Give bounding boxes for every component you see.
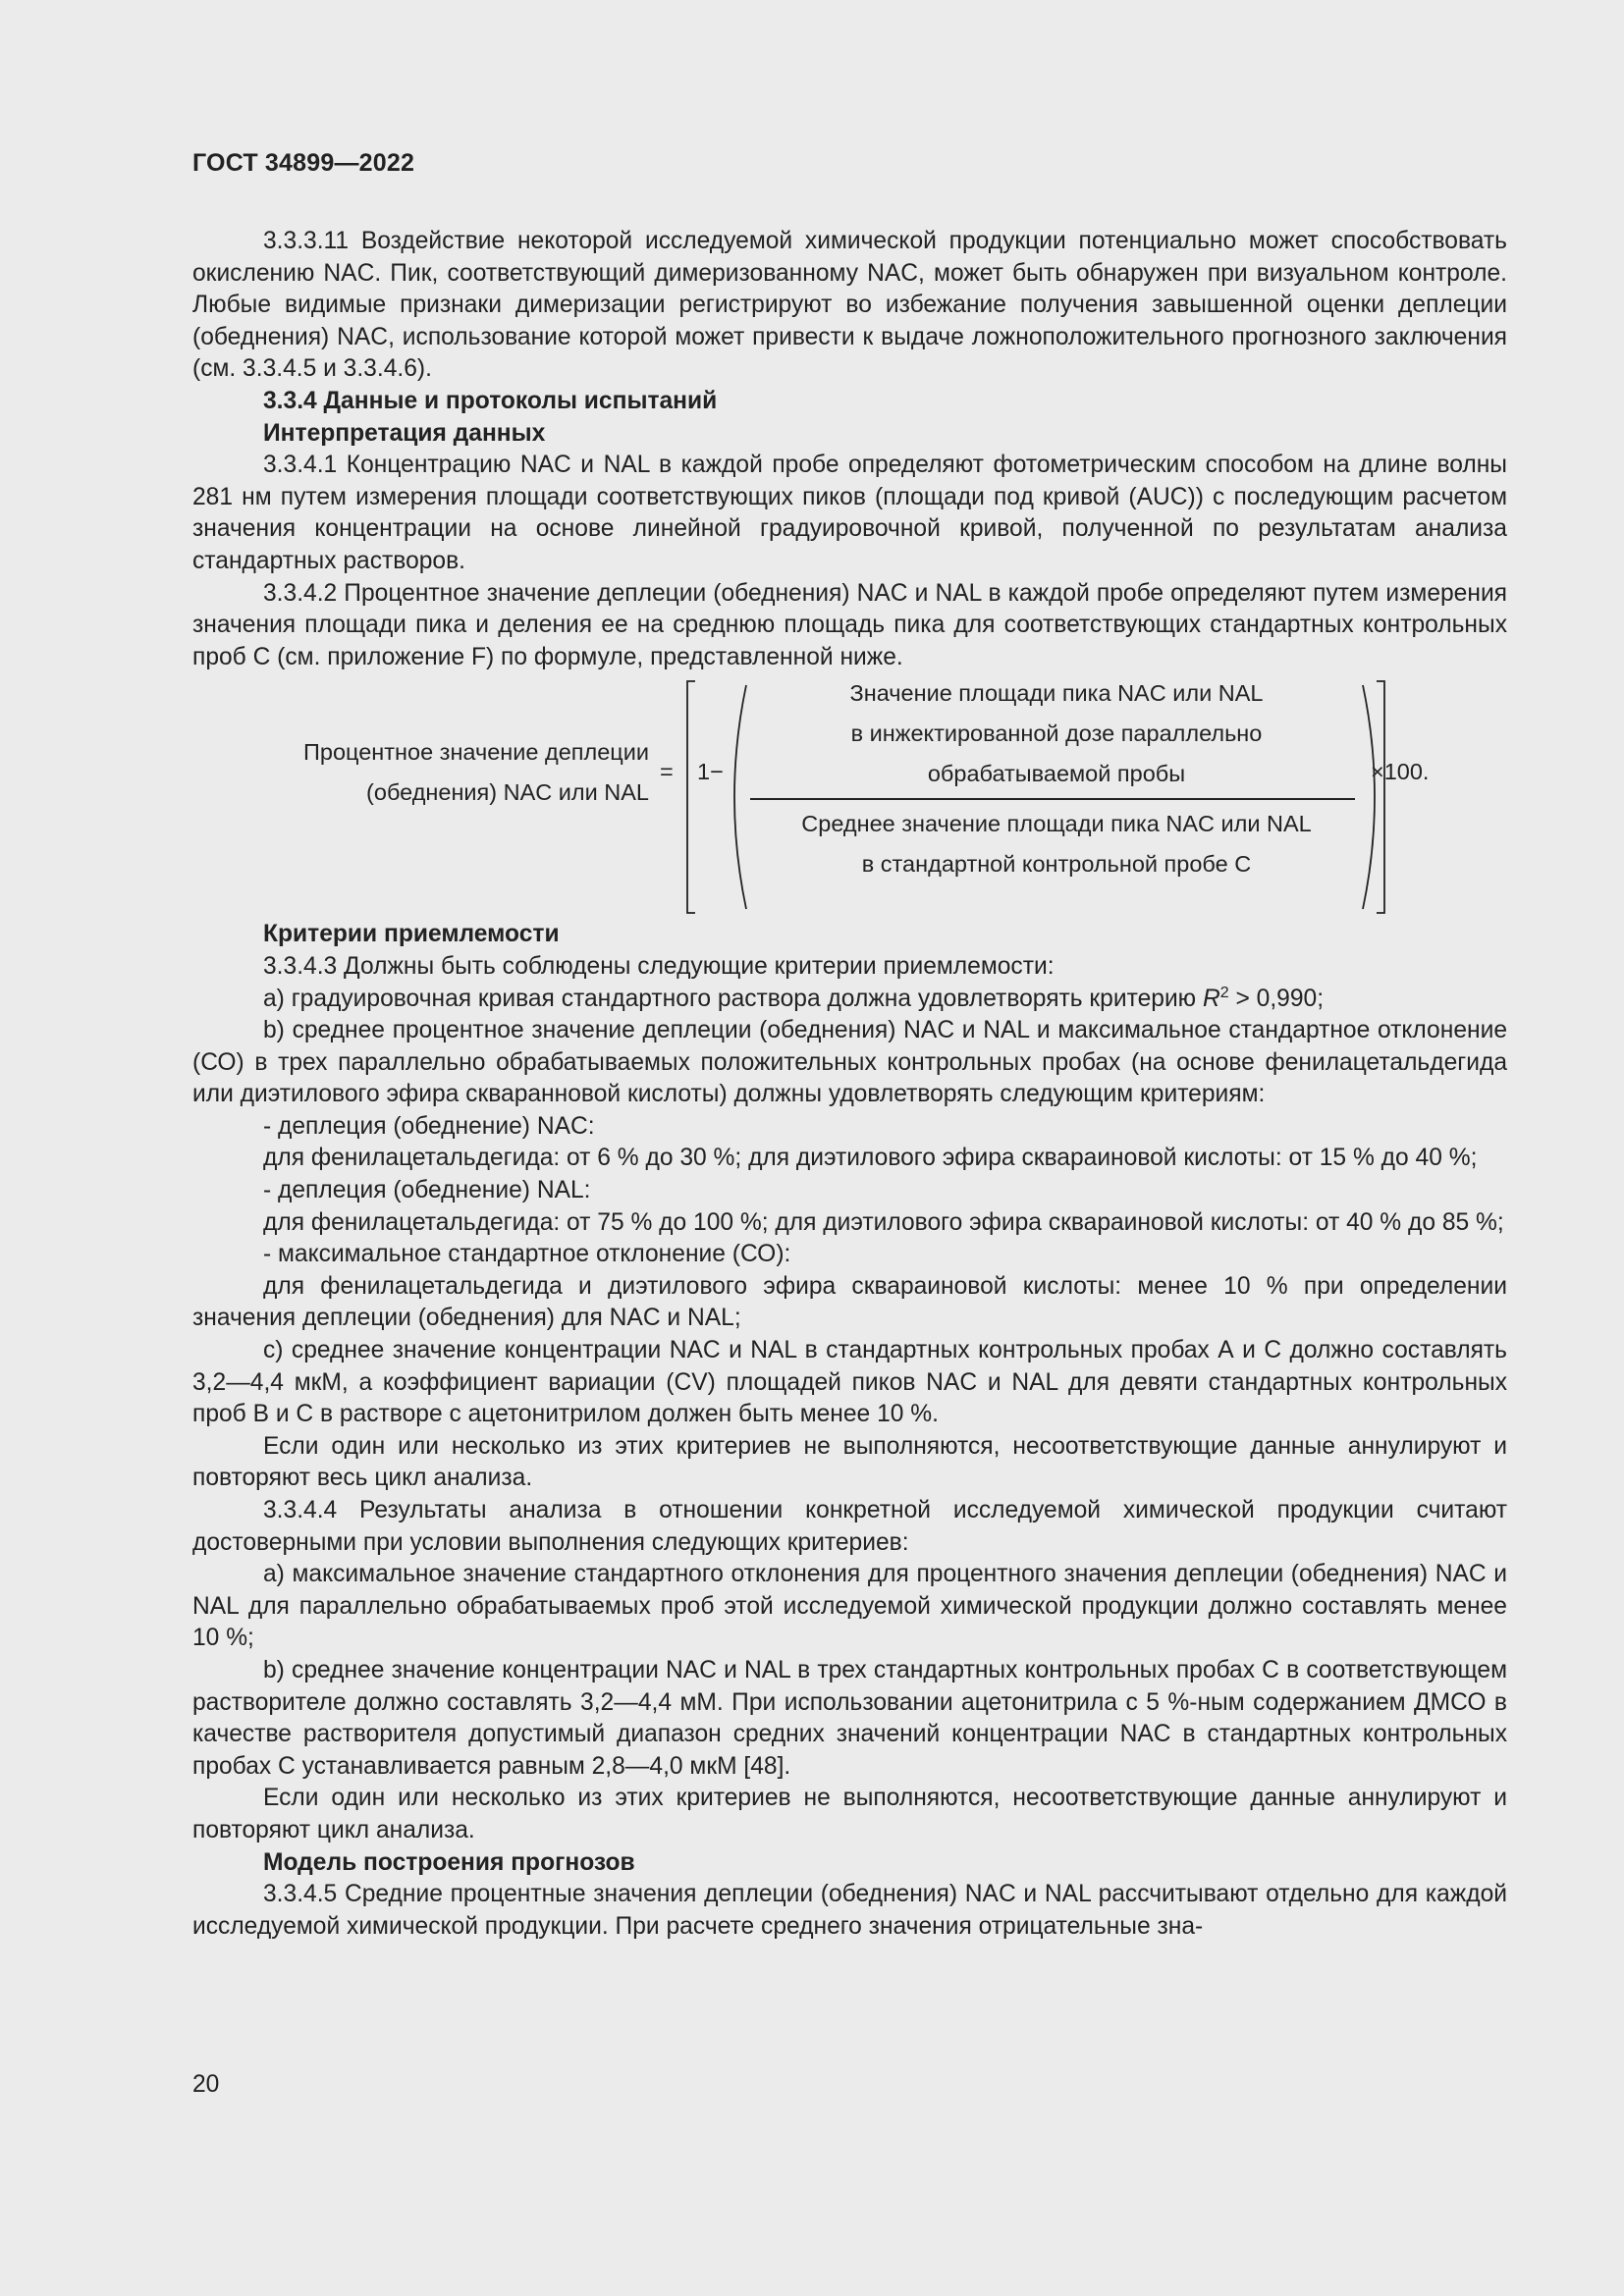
subsection-heading: Критерии приемлемости (263, 921, 560, 948)
paragraph: b) среднее процентное значение деплеции (обеднения) NAC и NAL и максимальное стандартное отклонение (СО) в трех параллельно обрабатываемых положительных контрольных пробах (на основе фенилацетальдегида или диэтилового эфира скваранновой кислоты) должны удовлетворять следующим критериям: (192, 1017, 1507, 1108)
paragraph: 3.3.4.3 Должны быть соблюдены следующие критерии приемлемости: (263, 952, 1055, 980)
numerator-line: обрабатываемой пробы (927, 761, 1186, 787)
page-number: 20 (192, 2071, 220, 2098)
paragraph: Если один или несколько из этих критериев не выполняются, несоответствующие данные аннулируют и повторяют цикл анализа. (192, 1785, 1507, 1843)
paragraph: 3.3.4.2 Процентное значение деплеции (обеднения) NAC и NAL в каждой пробе определяют путем измерения значения площади пика и деления ее на среднюю площадь пика для соответствующих стандартных контрольных проб С (см. приложение F) по формуле, представленной ниже. (192, 579, 1507, 670)
paragraph: 3.3.3.11 Воздействие некоторой исследуемой химической продукции потенциально может способствовать окислению NAC. Пик, соответствующий димеризованному NAC, может быть обнаружен при визуальном контроле. Любые видимые признаки димеризации регистрируют во избежание получения завышенной оценки деплеции (обеднения) NAC, использование которой может привести к выдаче ложноположительного прогнозного заключения (см. 3.3.4.5 и 3.3.4.6). (192, 228, 1507, 383)
formula-denominator (752, 804, 1361, 884)
formula-left-side (192, 732, 649, 813)
formula-left-line: (обеднения) NAC или NAL (366, 779, 649, 806)
paragraph: 3.3.4.4 Результаты анализа в отношении конкретной исследуемой химической продукции считают достоверными при условии выполнения следующих критериев: (192, 1497, 1507, 1556)
paragraph: для фенилацетальдегида и диэтилового эфира скварaиновой кислоты: менее 10 % при определении значения деплеции (обеднения) для NAC и NAL; (192, 1272, 1507, 1332)
depletion-formula (192, 673, 1507, 919)
formula-left-line: Процентное значение деплеции (302, 739, 649, 766)
text-run: a) градуировочная кривая стандартного раствора должна удовлетворять критерию (263, 985, 1203, 1012)
superscript: 2 (1219, 984, 1229, 1001)
denominator-line: Среднее значение площади пика NAC или NAL (801, 811, 1312, 837)
paragraph: для фенилацетальдегида: от 6 % до 30 %; для диэтилового эфира скварaиновой кислоты: от 15 % до 40 %; (263, 1145, 1478, 1172)
paragraph: Если один или несколько из этих критериев не выполняются, несоответствующие данные аннулируют и повторяют весь цикл анализа. (192, 1432, 1507, 1492)
paragraph: - деплеция (обеднение) NAC: (263, 1112, 595, 1140)
paragraph: - максимальное стандартное отклонение (СО): (263, 1241, 791, 1268)
paragraph: - деплеция (обеднение) NAL: (263, 1177, 591, 1204)
document-body (192, 226, 1507, 1943)
subsection-heading: Интерпретация данных (263, 419, 546, 447)
right-parenthesis (1363, 685, 1375, 909)
paragraph: b) среднее значение концентрации NAC и NAL в трех стандартных контрольных пробах С в соответствующем растворителе должно составлять 3,2—4,4 мМ. При использовании ацетонитрила с 5 %-ным содержанием ДМСО в качестве растворителя допустимый диапазон средних значений концентрации NAC в стандартных контрольных пробах С устанавливается равным 2,8—4,0 мкМ [48]. (192, 1656, 1507, 1780)
numerator-line: в инжектированной дозе параллельно (850, 721, 1263, 747)
section-heading: 3.3.4 Данные и протоколы испытаний (263, 387, 718, 414)
formula-numerator (752, 673, 1361, 794)
numerator-line: Значение площади пика NAC или NAL (849, 680, 1264, 707)
paragraph: a) максимальное значение стандартного отклонения для процентного значения деплеции (обеднения) NAC и NAL для параллельно обрабатываемых проб этой исследуемой химической продукции должно составлять менее 10 %; (192, 1561, 1507, 1652)
paragraph: для фенилацетальдегида: от 75 % до 100 %; для диэтилового эфира скварaиновой кислоты: от 40 % до 85 %; (263, 1208, 1504, 1236)
right-square-bracket (1377, 681, 1384, 913)
denominator-line: в стандартной контрольной пробе С (861, 851, 1252, 878)
formula-multiplier: ×100. (1371, 759, 1430, 785)
paragraph-criterion-a (192, 984, 1507, 1016)
r-squared-variable: R (1202, 985, 1220, 1012)
paragraph: c) среднее значение концентрации NAC и NAL в стандартных контрольных пробах А и С должно составлять 3,2—4,4 мкМ, а коэффициент вариации (CV) площадей пиков NAC и NAL для девяти стандартных контрольных проб В и С в растворе с ацетонитрилом должен быть менее 10 %. (192, 1337, 1507, 1428)
text-run: > 0,990; (1228, 985, 1325, 1012)
paragraph: 3.3.4.1 Концентрацию NAC и NAL в каждой пробе определяют фотометрическим способом на длине волны 281 нм путем измерения площади соответствующих пиков (площади под кривой (AUC)) с последующим расчетом значения концентрации на основе линейной градуировочной кривой, полученной по результатам анализа стандартных растворов. (192, 452, 1507, 574)
subsection-heading: Модель построения прогнозов (263, 1848, 635, 1876)
formula-equals: = (660, 759, 674, 785)
formula-one-minus: 1− (697, 759, 724, 785)
left-square-bracket (687, 681, 695, 913)
left-parenthesis (734, 685, 746, 909)
document-header: ГОСТ 34899—2022 (192, 149, 415, 177)
paragraph: 3.3.4.5 Средние процентные значения деплеции (обеднения) NAC и NAL рассчитывают отдельно для каждой исследуемой химической продукции. При расчете среднего значения отрицательные зна- (192, 1881, 1507, 1940)
